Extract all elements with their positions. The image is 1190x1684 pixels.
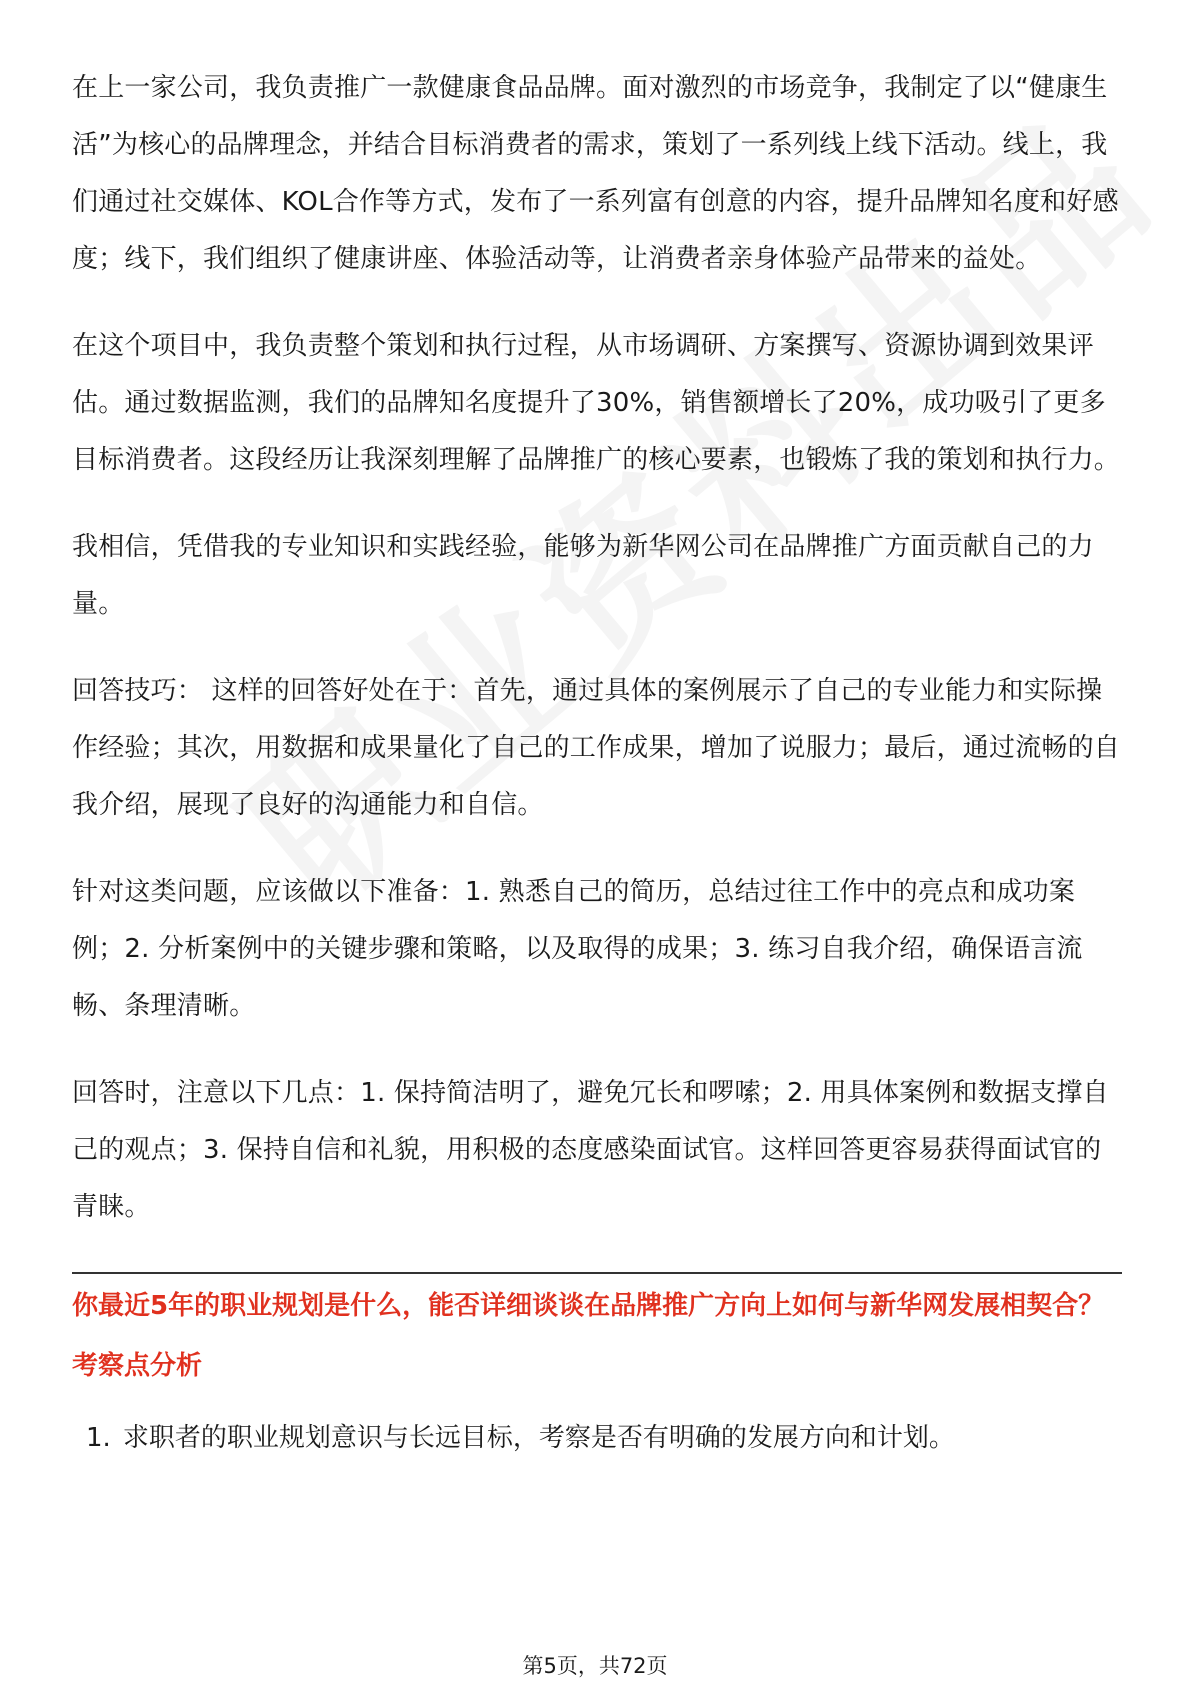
list-item-number: 1. xyxy=(86,1423,111,1453)
paragraph-confidence: 我相信，凭借我的专业知识和实践经验，能够为新华网公司在品牌推广方面贡献自己的力量。 xyxy=(72,532,1094,619)
paragraph-project-results: 在这个项目中，我负责整个策划和执行过程，从市场调研、方案撰写、资源协调到效果评估。通过数据监测，我们的品牌知名度提升了30%，销售额增长了20%，成功吸引了更多目标消费者。这段经历让我深刻理解了品牌推广的核心要素，也锻炼了我的策划和执行力。 xyxy=(72,331,1121,475)
paragraph-preparation: 针对这类问题，应该做以下准备：1. 熟悉自己的简历，总结过往工作中的亮点和成功案例；2. 分析案例中的关键步骤和策略，以及取得的成果；3. 练习自我介绍，确保语言流畅、条理清晰。 xyxy=(72,877,1083,1021)
paragraph-answer-tips: 回答技巧： 这样的回答好处在于：首先，通过具体的案例展示了自己的专业能力和实际操作经验；其次，用数据和成果量化了自己的工作成果，增加了说服力；最后，通过流畅的自我介绍，展现了良好的沟通能力和自信。 xyxy=(72,676,1121,820)
list-item xyxy=(72,1418,1122,1458)
list-item-text: 求职者的职业规划意识与长远目标，考察是否有明确的发展方向和计划。 xyxy=(122,1423,955,1453)
page-footer: 第5页，共72页 xyxy=(522,1654,668,1678)
document-body xyxy=(72,60,1122,1458)
interview-question: 你最近5年的职业规划是什么，能否详细谈谈在品牌推广方向上如何与新华网发展相契合？ xyxy=(72,1291,1105,1321)
paragraph-experience: 在上一家公司，我负责推广一款健康食品品牌。面对激烈的市场竞争，我制定了以“健康生活”为核心的品牌理念，并结合目标消费者的需求，策划了一系列线上线下活动。线上，我们通过社交媒体、KOL合作等方式，发布了一系列富有创意的内容，提升品牌知名度和好感度；线下，我们组织了健康讲座、体验活动等，让消费者亲身体验产品带来的益处。 xyxy=(72,73,1119,274)
section-divider xyxy=(72,1272,1122,1274)
section-title: 考察点分析 xyxy=(72,1351,203,1381)
paragraph-answer-notes: 回答时，注意以下几点：1. 保持简洁明了，避免冗长和啰嗦；2. 用具体案例和数据支撑自己的观点；3. 保持自信和礼貌，用积极的态度感染面试官。这样回答更容易获得面试官的青睐。 xyxy=(72,1078,1109,1222)
